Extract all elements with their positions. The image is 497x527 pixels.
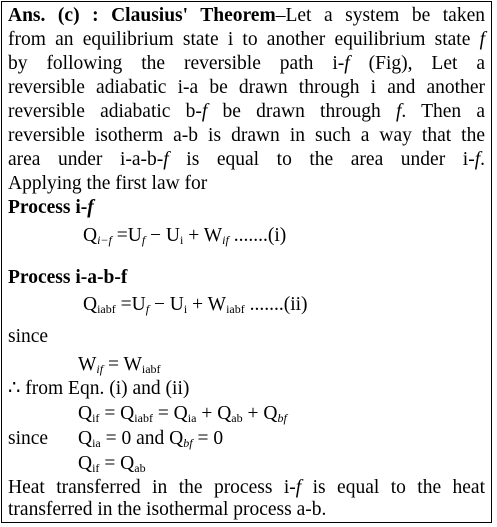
- paragraph-line: area under i-a-b-f is equal to the area under i-f.: [8, 149, 485, 170]
- equation-process-1: $Q_{i-f} =U_f - U_i + W_{if}$ .......(i): [83, 225, 287, 247]
- paragraph-line: reversible isotherm a-b is drawn in such a way that the: [8, 125, 485, 146]
- process-heading: Process i-f: [8, 197, 94, 218]
- equation-process-2: $Q_{iabf} =U_f - U_i + W_{iabf}$ .......(ii): [83, 294, 308, 316]
- paragraph-line: reversible adiabatic i-a be drawn through i and another: [8, 77, 485, 98]
- equation-heat-sum: $Q_{if} = Q_{iabf} = Q_{ia} + Q_{ab} + Q_{bf}$: [78, 403, 287, 425]
- answer-heading: Ans. (c) : Clausius' Theorem: [8, 5, 276, 26]
- therefore-line: ∴ from Eqn. (i) and (ii): [8, 378, 190, 399]
- equation-work: $W_{if} = W_{iabf}$: [78, 354, 161, 376]
- paragraph-line: Applying the first law for: [8, 173, 208, 194]
- paragraph-line: by following the reversible path i-f (Fig), Let a: [8, 53, 486, 74]
- heading-line: Ans. (c) : Clausius' Theorem–Let a system be taken: [8, 5, 485, 26]
- since-label: since: [8, 428, 49, 449]
- paragraph-line: from an equilibrium state i to another equilibrium state f: [8, 29, 485, 50]
- process-heading: Process i-a-b-f: [8, 267, 128, 288]
- equation-result: $Q_{if} = Q_{ab}$: [78, 453, 146, 475]
- paragraph-line: reversible adiabatic b-f be drawn through f. Then a: [8, 101, 486, 122]
- conclusion-line: Heat transferred in the process i-f is equal to the heat: [8, 477, 486, 498]
- equation-adiabatic-zero: $Q_{ia} = 0$ and $Q_{bf} = 0$: [78, 428, 224, 450]
- conclusion-line: transferred in the isothermal process a-b.: [8, 499, 327, 520]
- since-label: since: [8, 326, 49, 347]
- answer-box: [1, 1, 492, 523]
